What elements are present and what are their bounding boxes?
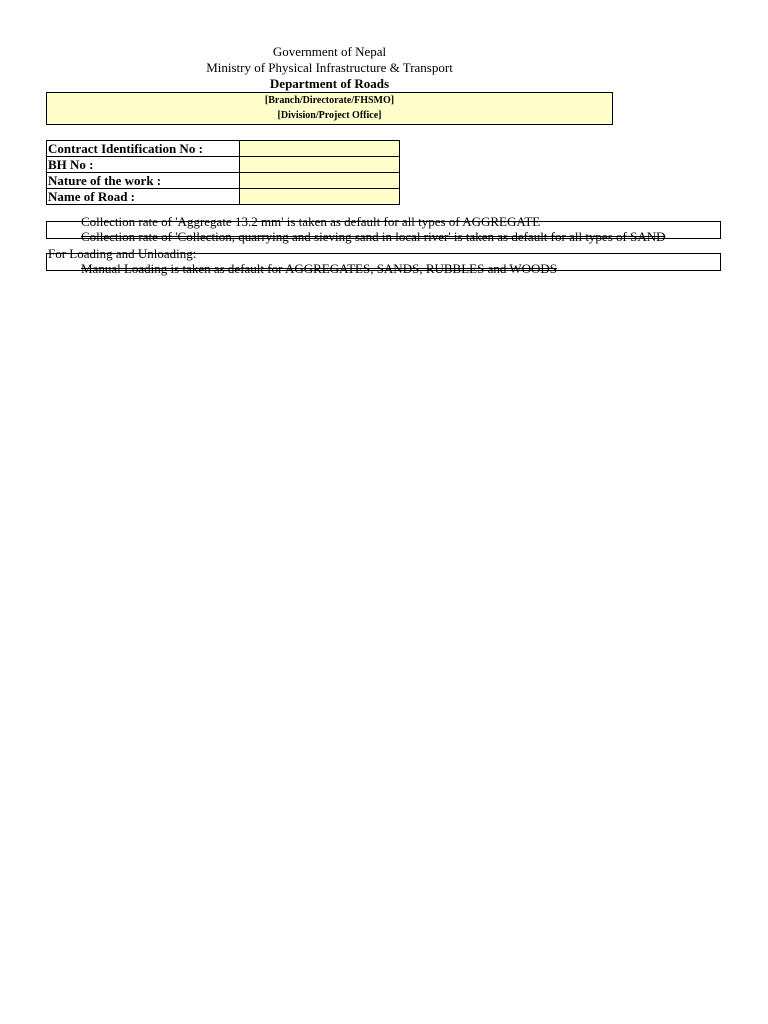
road-name-label: Name of Road : [47, 189, 240, 205]
nature-of-work-label: Nature of the work : [47, 173, 240, 189]
table-row [47, 173, 400, 189]
contract-id-input[interactable] [240, 141, 400, 157]
bh-no-input[interactable] [240, 157, 400, 173]
table-row [47, 157, 400, 173]
note-aggregate-default: Collection rate of 'Aggregate 13.2 mm' is taken as default for all types of AGGREGATE [81, 214, 541, 229]
branch-cell[interactable]: [Branch/Directorate/FHSMO] [46, 92, 613, 109]
road-name-input[interactable] [240, 189, 400, 205]
department-title: Department of Roads [269, 76, 390, 91]
note-loading-heading: For Loading and Unloading: [48, 246, 197, 261]
bh-no-label: BH No : [47, 157, 240, 173]
ministry-title: Ministry of Physical Infrastructure & Transport [206, 60, 453, 75]
division-cell[interactable]: [Division/Project Office] [46, 108, 613, 125]
contract-info-table [46, 140, 400, 205]
contract-id-label: Contract Identification No : [47, 141, 240, 157]
government-title: Government of Nepal [272, 44, 387, 59]
note-manual-loading-default: Manual Loading is taken as default for AGGREGATES, SANDS, RUBBLES and WOODS [81, 261, 558, 276]
note-sand-default: Collection rate of 'Collection, quarrying and sieving sand in local river' is taken as default for all types of SAND [81, 229, 666, 244]
table-row [47, 189, 400, 205]
table-row [47, 141, 400, 157]
nature-of-work-input[interactable] [240, 173, 400, 189]
